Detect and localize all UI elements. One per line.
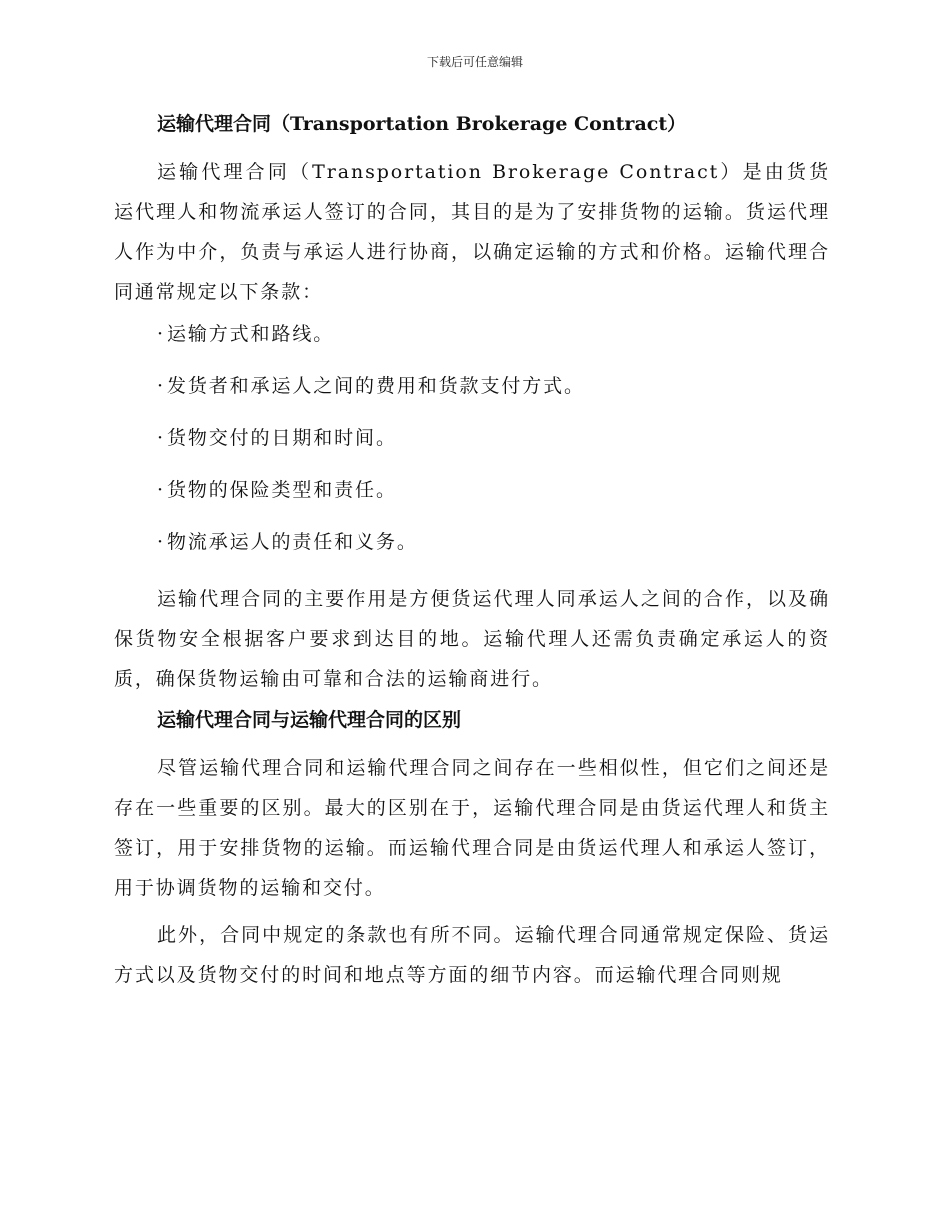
list-item [114, 319, 830, 349]
bullet-marker: · [157, 427, 165, 449]
bullet-marker: · [157, 375, 165, 397]
closing-paragraph: 运输代理合同的主要作用是方便货运代理人同承运人之间的合作，以及确保货物安全根据客户要求到达目的地。运输代理人还需负责确定承运人的资质，确保货物运输由可靠和合法的运输商进行。 [114, 588, 830, 690]
list-item-text: 发货者和承运人之间的费用和货款支付方式。 [166, 375, 585, 397]
list-item [114, 527, 830, 557]
page-header: 下载后可任意编辑 [426, 55, 523, 69]
list-item [114, 423, 830, 453]
section-heading-1: 运输代理合同（Transportation Brokerage Contract） [157, 113, 687, 135]
terms-list [114, 319, 830, 557]
list-item [114, 475, 830, 505]
bullet-marker: · [157, 323, 165, 345]
intro-paragraph: 运输代理合同（Transportation Brokerage Contract）是由货货运代理人和物流承运人签订的合同，其目的是为了安排货物的运输。货运代理人作为中介，负责与承运人进行协商，以确定运输的方式和价格。运输代理合同通常规定以下条款： [114, 161, 830, 303]
list-item-text: 物流承运人的责任和义务。 [166, 531, 418, 553]
list-item-text: 运输方式和路线。 [166, 323, 335, 345]
bullet-marker: · [157, 531, 165, 553]
list-item-text: 货物的保险类型和责任。 [166, 479, 397, 501]
document-body [114, 110, 830, 1002]
difference-paragraph: 尽管运输代理合同和运输代理合同之间存在一些相似性，但它们之间还是存在一些重要的区别。最大的区别在于，运输代理合同是由货运代理人和货主签订，用于安排货物的运输。而运输代理合同是由货运代理人和承运人签订，用于协调货物的运输和交付。 [114, 757, 830, 899]
terms-difference-paragraph: 此外，合同中规定的条款也有所不同。运输代理合同通常规定保险、货运方式以及货物交付的时间和地点等方面的细节内容。而运输代理合同则规 [114, 924, 830, 986]
bullet-marker: · [157, 479, 165, 501]
list-item-text: 货物交付的日期和时间。 [166, 427, 397, 449]
list-item [114, 371, 830, 401]
section-heading-2: 运输代理合同与运输代理合同的区别 [157, 709, 462, 731]
